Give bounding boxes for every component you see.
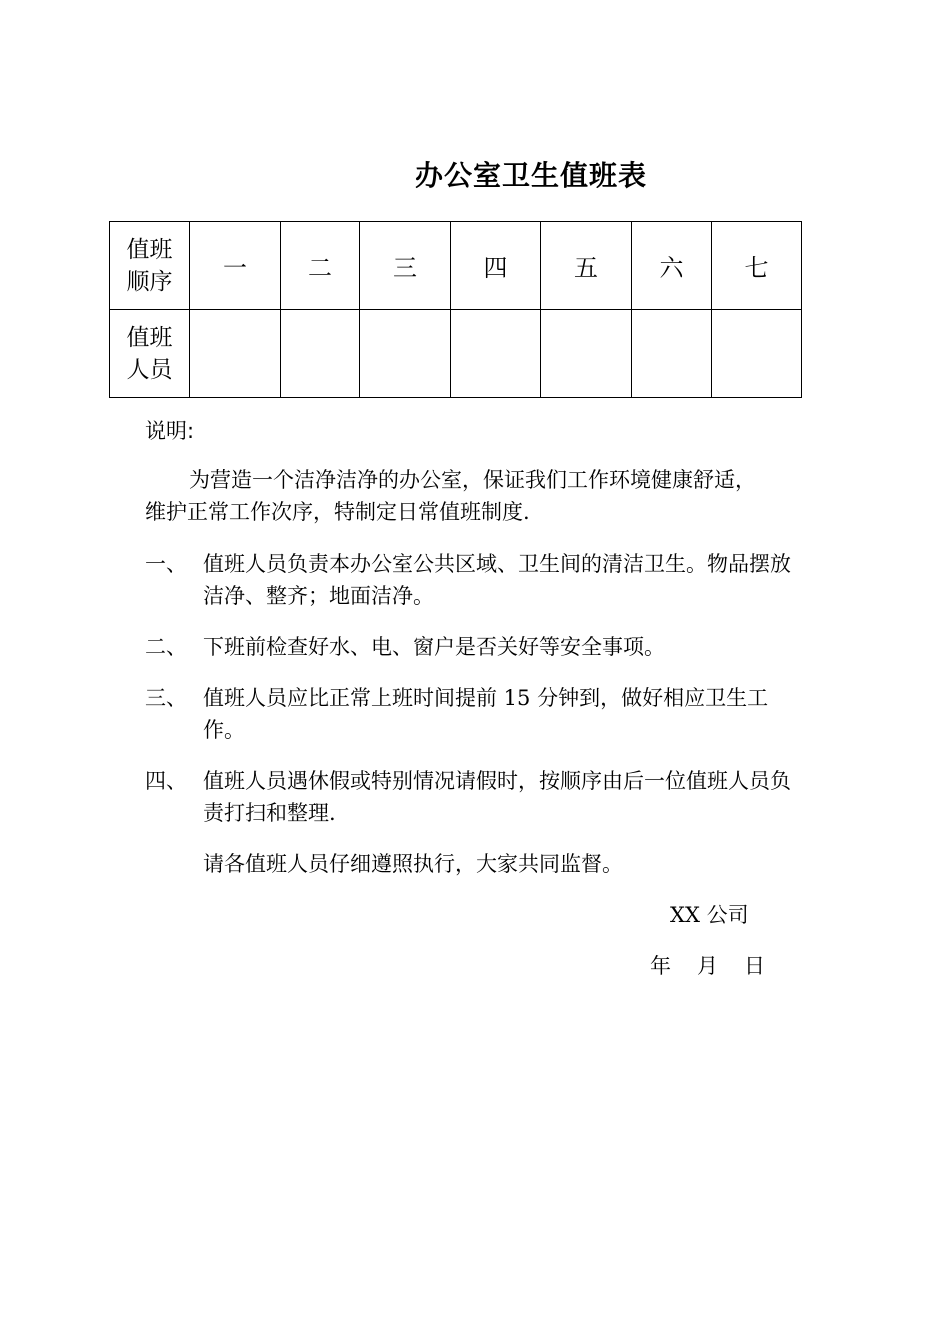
intro-paragraph xyxy=(145,464,810,528)
row-header-order: 值班 顺序 xyxy=(110,222,190,310)
rule-number: 一、 xyxy=(145,552,187,576)
rule-number: 三、 xyxy=(145,686,187,710)
person-cell[interactable] xyxy=(632,310,712,398)
day-cell: 三 xyxy=(360,222,451,310)
day-cell: 四 xyxy=(451,222,541,310)
rule-text: 值班人员遇休假或特别情况请假时，按顺序由后一位值班人员负责打扫和整理. xyxy=(203,769,791,825)
date-year: 年 xyxy=(650,954,671,978)
day-cell: 二 xyxy=(281,222,360,310)
rule-item xyxy=(145,682,810,746)
date-day: 日 xyxy=(744,954,765,978)
table-row-persons xyxy=(110,310,802,398)
person-cell[interactable] xyxy=(541,310,632,398)
intro-line: 为营造一个洁净洁净的办公室，保证我们工作环境健康舒适， xyxy=(189,468,756,492)
rule-text: 值班人员负责本办公室公共区域、卫生间的清洁卫生。物品摆放洁净、整齐；地面洁净。 xyxy=(203,552,791,608)
intro-line: 维护正常工作次序，特制定日常值班制度. xyxy=(145,500,530,524)
duty-table xyxy=(109,221,802,398)
rule-item xyxy=(145,631,810,663)
person-cell[interactable] xyxy=(360,310,451,398)
day-cell: 七 xyxy=(712,222,802,310)
rule-text: 下班前检查好水、电、窗户是否关好等安全事项。 xyxy=(203,635,665,659)
rule-number: 二、 xyxy=(145,635,187,659)
rule-number: 四、 xyxy=(145,769,187,793)
rule-text: 值班人员应比正常上班时间提前 15 分钟到，做好相应卫生工作。 xyxy=(203,686,769,742)
day-cell: 一 xyxy=(190,222,281,310)
date-month: 月 xyxy=(697,954,718,978)
person-cell[interactable] xyxy=(712,310,802,398)
company-signature: XX 公司 xyxy=(670,903,749,927)
person-cell[interactable] xyxy=(451,310,541,398)
date-line xyxy=(650,950,765,982)
rule-item xyxy=(145,548,810,612)
row-header-persons: 值班 人员 xyxy=(110,310,190,398)
table-row-order xyxy=(110,222,802,310)
person-cell[interactable] xyxy=(190,310,281,398)
day-cell: 六 xyxy=(632,222,712,310)
document-title: 办公室卫生值班表 xyxy=(414,159,647,192)
note-label: 说明: xyxy=(145,419,195,443)
closing-text: 请各值班人员仔细遵照执行，大家共同监督。 xyxy=(203,852,623,876)
person-cell[interactable] xyxy=(281,310,360,398)
rule-item xyxy=(145,765,810,829)
day-cell: 五 xyxy=(541,222,632,310)
